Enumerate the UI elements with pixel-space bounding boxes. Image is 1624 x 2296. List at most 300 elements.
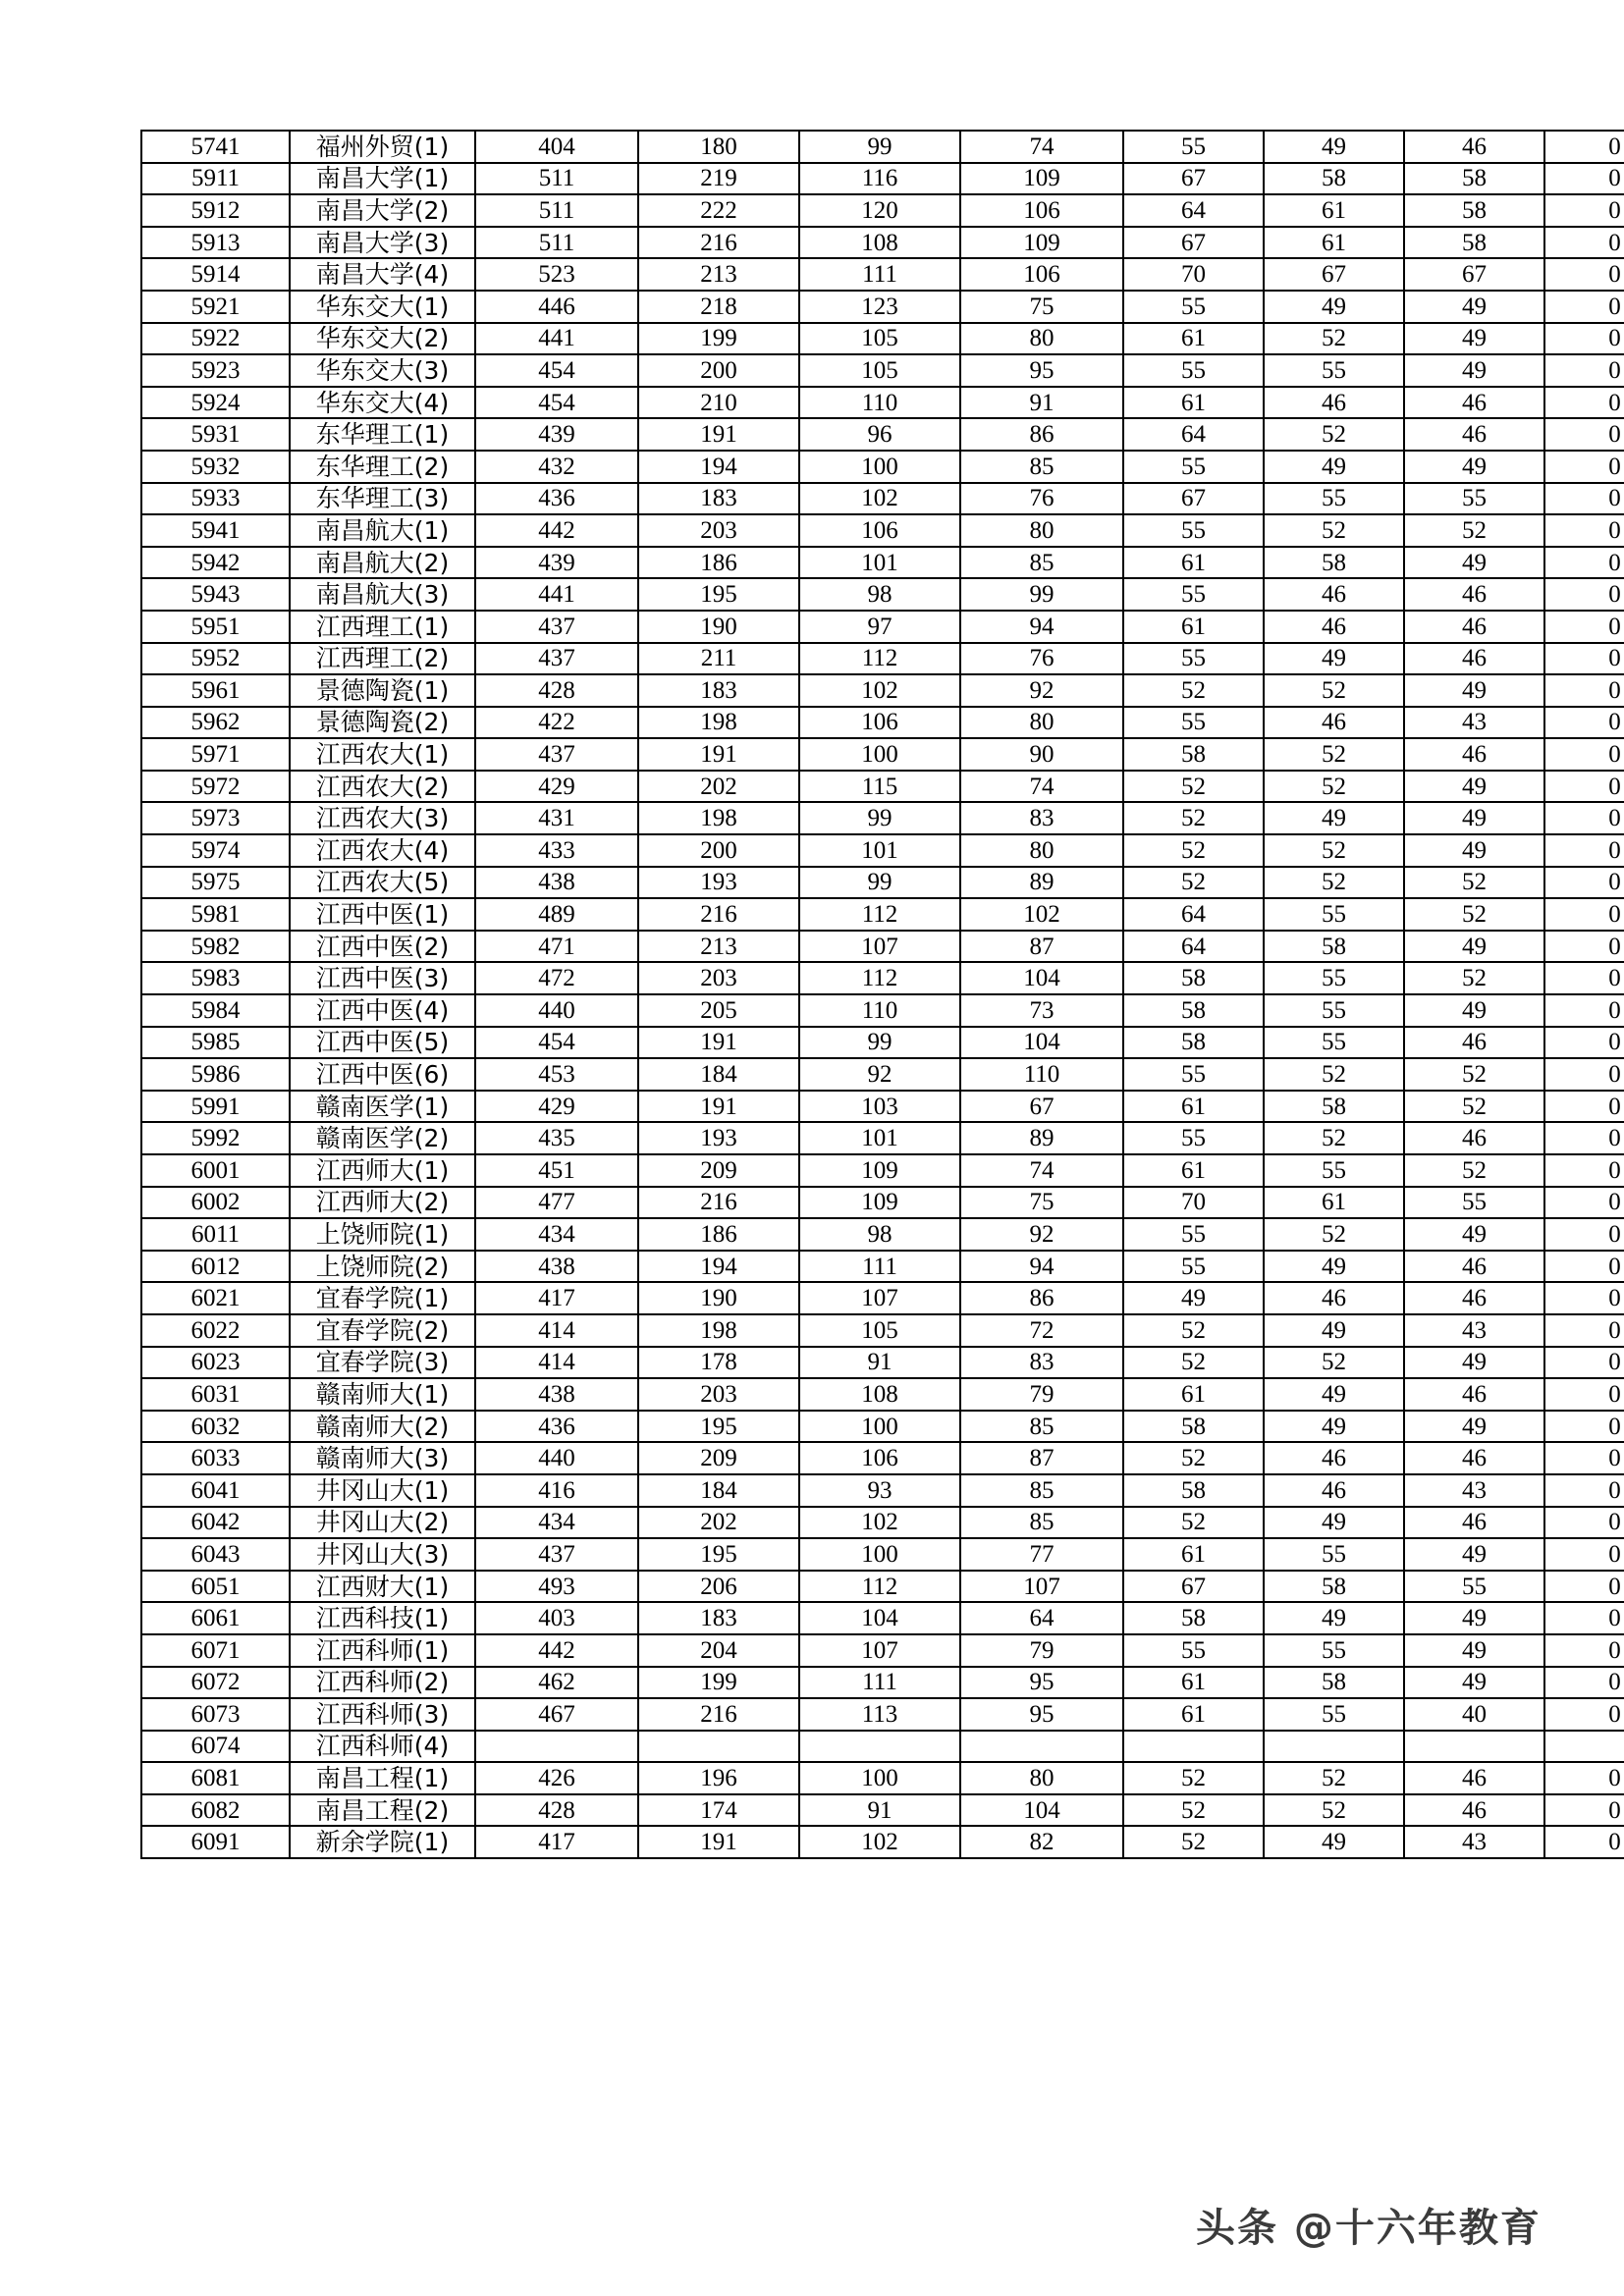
table-row	[141, 1091, 1624, 1123]
cell-v6: 46	[1404, 1507, 1544, 1539]
cell-total: 472	[475, 962, 638, 994]
cell-v1: 203	[638, 1378, 799, 1411]
cell-v4: 52	[1123, 867, 1264, 899]
cell-v2: 97	[799, 611, 960, 643]
cell-name: 江西科师(1)	[290, 1634, 475, 1667]
cell-total: 403	[475, 1602, 638, 1634]
cell-v1: 216	[638, 1187, 799, 1219]
cell-v6	[1404, 1731, 1544, 1763]
cell-v7: 0	[1544, 707, 1624, 739]
cell-v4: 61	[1123, 323, 1264, 355]
cell-v2: 106	[799, 514, 960, 547]
cell-v7: 0	[1544, 1187, 1624, 1219]
cell-v3: 74	[960, 131, 1123, 163]
cell-v4: 55	[1123, 451, 1264, 483]
table-row	[141, 1282, 1624, 1314]
cell-v1: 195	[638, 1538, 799, 1571]
table-row	[141, 1794, 1624, 1827]
cell-name: 江西农大(3)	[290, 802, 475, 834]
cell-v4: 58	[1123, 1411, 1264, 1443]
cell-v3: 109	[960, 227, 1123, 259]
table-row	[141, 1122, 1624, 1154]
cell-v3: 85	[960, 1411, 1123, 1443]
cell-code: 5943	[141, 578, 290, 611]
cell-v2: 112	[799, 898, 960, 931]
cell-v7: 0	[1544, 1762, 1624, 1794]
cell-code: 6042	[141, 1507, 290, 1539]
cell-v5: 55	[1264, 483, 1404, 515]
cell-total: 438	[475, 867, 638, 899]
table-row	[141, 707, 1624, 739]
table-row	[141, 1154, 1624, 1187]
cell-v6: 49	[1404, 802, 1544, 834]
cell-code: 6082	[141, 1794, 290, 1827]
cell-v5: 46	[1264, 387, 1404, 419]
cell-v3: 94	[960, 611, 1123, 643]
cell-v2: 108	[799, 1378, 960, 1411]
table-row	[141, 323, 1624, 355]
cell-v1: 199	[638, 323, 799, 355]
cell-v1: 205	[638, 994, 799, 1027]
cell-v3: 80	[960, 834, 1123, 867]
cell-total: 493	[475, 1571, 638, 1603]
cell-total: 426	[475, 1762, 638, 1794]
cell-name: 江西农大(4)	[290, 834, 475, 867]
cell-total: 437	[475, 643, 638, 675]
cell-v5: 52	[1264, 1762, 1404, 1794]
cell-v1: 186	[638, 547, 799, 579]
cell-total: 436	[475, 483, 638, 515]
cell-v2: 102	[799, 483, 960, 515]
cell-code: 6011	[141, 1218, 290, 1251]
cell-v5: 46	[1264, 707, 1404, 739]
cell-v7: 0	[1544, 1794, 1624, 1827]
cell-v6: 49	[1404, 1218, 1544, 1251]
cell-v1: 195	[638, 1411, 799, 1443]
cell-v2: 93	[799, 1474, 960, 1507]
cell-v2: 98	[799, 1218, 960, 1251]
cell-v5: 52	[1264, 738, 1404, 771]
cell-name: 景德陶瓷(2)	[290, 707, 475, 739]
cell-v6: 49	[1404, 323, 1544, 355]
cell-v5: 61	[1264, 194, 1404, 227]
cell-v7: 0	[1544, 547, 1624, 579]
cell-v1: 198	[638, 802, 799, 834]
cell-v1: 202	[638, 771, 799, 803]
cell-v3: 109	[960, 163, 1123, 195]
table-row	[141, 1634, 1624, 1667]
cell-v2: 91	[799, 1347, 960, 1379]
cell-total: 435	[475, 1122, 638, 1154]
cell-v6: 58	[1404, 227, 1544, 259]
cell-v7: 0	[1544, 802, 1624, 834]
cell-v5: 52	[1264, 771, 1404, 803]
cell-total: 511	[475, 163, 638, 195]
cell-code: 5931	[141, 418, 290, 451]
cell-v5: 52	[1264, 834, 1404, 867]
cell-v4: 55	[1123, 1218, 1264, 1251]
cell-total: 454	[475, 1027, 638, 1059]
cell-v6: 58	[1404, 163, 1544, 195]
cell-v7: 0	[1544, 514, 1624, 547]
cell-v4: 55	[1123, 1058, 1264, 1091]
cell-v1: 216	[638, 898, 799, 931]
cell-v5: 58	[1264, 931, 1404, 963]
cell-v1: 191	[638, 1091, 799, 1123]
cell-v4: 61	[1123, 1538, 1264, 1571]
cell-v2: 113	[799, 1698, 960, 1731]
cell-v6: 46	[1404, 1027, 1544, 1059]
table-row	[141, 1698, 1624, 1731]
cell-v6: 52	[1404, 898, 1544, 931]
cell-v7: 0	[1544, 291, 1624, 323]
cell-v6: 49	[1404, 547, 1544, 579]
cell-v6: 49	[1404, 1411, 1544, 1443]
cell-v7: 0	[1544, 643, 1624, 675]
cell-total: 441	[475, 578, 638, 611]
cell-code: 6022	[141, 1314, 290, 1347]
cell-name: 南昌航大(3)	[290, 578, 475, 611]
cell-code: 5942	[141, 547, 290, 579]
cell-v7: 0	[1544, 931, 1624, 963]
cell-v1: 222	[638, 194, 799, 227]
table-row	[141, 387, 1624, 419]
cell-name: 江西科师(4)	[290, 1731, 475, 1763]
cell-v7: 0	[1544, 1442, 1624, 1474]
cell-v2: 100	[799, 1411, 960, 1443]
table-row	[141, 1731, 1624, 1763]
cell-v7: 0	[1544, 867, 1624, 899]
cell-name: 赣南医学(2)	[290, 1122, 475, 1154]
cell-v2: 106	[799, 707, 960, 739]
cell-v5: 46	[1264, 578, 1404, 611]
cell-v4: 55	[1123, 1634, 1264, 1667]
cell-v7: 0	[1544, 1282, 1624, 1314]
table-row	[141, 643, 1624, 675]
table-row	[141, 1826, 1624, 1858]
cell-v7: 0	[1544, 1634, 1624, 1667]
cell-v6: 43	[1404, 1474, 1544, 1507]
cell-v4: 52	[1123, 834, 1264, 867]
cell-name: 江西农大(1)	[290, 738, 475, 771]
cell-name: 景德陶瓷(1)	[290, 674, 475, 707]
cell-code: 5984	[141, 994, 290, 1027]
cell-code: 5921	[141, 291, 290, 323]
cell-total: 454	[475, 354, 638, 387]
cell-name: 赣南师大(2)	[290, 1411, 475, 1443]
cell-v2: 107	[799, 1282, 960, 1314]
cell-code: 5932	[141, 451, 290, 483]
cell-v6: 49	[1404, 674, 1544, 707]
table-row	[141, 1411, 1624, 1443]
cell-v1: 194	[638, 1251, 799, 1283]
cell-v5: 58	[1264, 547, 1404, 579]
cell-v5: 55	[1264, 1027, 1404, 1059]
cell-name: 华东交大(3)	[290, 354, 475, 387]
cell-code: 5741	[141, 131, 290, 163]
cell-v5: 55	[1264, 354, 1404, 387]
cell-v7: 0	[1544, 962, 1624, 994]
cell-v2: 99	[799, 867, 960, 899]
cell-code: 6002	[141, 1187, 290, 1219]
cell-name: 南昌航大(2)	[290, 547, 475, 579]
cell-v2: 92	[799, 1058, 960, 1091]
cell-code: 5975	[141, 867, 290, 899]
cell-code: 5962	[141, 707, 290, 739]
cell-v1: 183	[638, 483, 799, 515]
cell-v2: 102	[799, 1826, 960, 1858]
cell-v2: 109	[799, 1154, 960, 1187]
table-row	[141, 514, 1624, 547]
cell-v2: 120	[799, 194, 960, 227]
cell-v1	[638, 1731, 799, 1763]
cell-name: 江西中医(1)	[290, 898, 475, 931]
cell-v6: 52	[1404, 867, 1544, 899]
cell-v1: 180	[638, 131, 799, 163]
cell-v3: 83	[960, 802, 1123, 834]
cell-total: 489	[475, 898, 638, 931]
cell-name: 宜春学院(2)	[290, 1314, 475, 1347]
cell-v3: 85	[960, 451, 1123, 483]
cell-v3: 80	[960, 707, 1123, 739]
cell-v1: 190	[638, 1282, 799, 1314]
cell-v3: 104	[960, 962, 1123, 994]
table-row	[141, 258, 1624, 291]
cell-v1: 184	[638, 1058, 799, 1091]
cell-v6: 43	[1404, 1826, 1544, 1858]
cell-code: 5971	[141, 738, 290, 771]
cell-v1: 216	[638, 1698, 799, 1731]
cell-v7: 0	[1544, 1314, 1624, 1347]
cell-v6: 49	[1404, 1538, 1544, 1571]
cell-v7: 0	[1544, 898, 1624, 931]
cell-v5: 49	[1264, 643, 1404, 675]
cell-v2: 111	[799, 258, 960, 291]
cell-v6: 46	[1404, 611, 1544, 643]
cell-name: 江西理工(1)	[290, 611, 475, 643]
cell-v4: 67	[1123, 227, 1264, 259]
cell-v3: 87	[960, 1442, 1123, 1474]
cell-v6: 52	[1404, 962, 1544, 994]
cell-code: 5992	[141, 1122, 290, 1154]
cell-v2: 96	[799, 418, 960, 451]
table-row	[141, 1507, 1624, 1539]
cell-code: 5961	[141, 674, 290, 707]
cell-name: 江西中医(6)	[290, 1058, 475, 1091]
cell-v4: 52	[1123, 1826, 1264, 1858]
cell-v6: 46	[1404, 131, 1544, 163]
cell-v7: 0	[1544, 1826, 1624, 1858]
cell-v3: 82	[960, 1826, 1123, 1858]
cell-v5: 58	[1264, 1667, 1404, 1699]
table-row	[141, 227, 1624, 259]
cell-code: 6091	[141, 1826, 290, 1858]
cell-v7: 0	[1544, 1698, 1624, 1731]
cell-v2: 103	[799, 1091, 960, 1123]
table-row	[141, 674, 1624, 707]
cell-v3: 74	[960, 771, 1123, 803]
cell-v2: 106	[799, 1442, 960, 1474]
cell-total: 428	[475, 674, 638, 707]
cell-v5: 49	[1264, 131, 1404, 163]
cell-v2: 100	[799, 738, 960, 771]
cell-total: 429	[475, 1091, 638, 1123]
cell-v4: 58	[1123, 994, 1264, 1027]
cell-v1: 206	[638, 1571, 799, 1603]
cell-v6: 49	[1404, 931, 1544, 963]
cell-name: 江西师大(2)	[290, 1187, 475, 1219]
cell-total: 454	[475, 387, 638, 419]
cell-v5: 58	[1264, 1571, 1404, 1603]
cell-name: 宜春学院(1)	[290, 1282, 475, 1314]
cell-v3: 85	[960, 1507, 1123, 1539]
table-row	[141, 418, 1624, 451]
cell-name: 赣南医学(1)	[290, 1091, 475, 1123]
cell-v7: 0	[1544, 738, 1624, 771]
cell-v7: 0	[1544, 1091, 1624, 1123]
cell-name: 江西师大(1)	[290, 1154, 475, 1187]
cell-total: 432	[475, 451, 638, 483]
table-row	[141, 194, 1624, 227]
cell-v4: 67	[1123, 1571, 1264, 1603]
cell-total: 442	[475, 514, 638, 547]
cell-v1: 219	[638, 163, 799, 195]
cell-v5: 55	[1264, 962, 1404, 994]
cell-total: 416	[475, 1474, 638, 1507]
cell-v4: 55	[1123, 707, 1264, 739]
cell-v5: 55	[1264, 1698, 1404, 1731]
table-row	[141, 1218, 1624, 1251]
table-row	[141, 291, 1624, 323]
score-table	[140, 130, 1624, 1859]
cell-v5: 55	[1264, 898, 1404, 931]
cell-v5: 49	[1264, 1826, 1404, 1858]
cell-total: 434	[475, 1218, 638, 1251]
cell-v4: 55	[1123, 1251, 1264, 1283]
cell-v3	[960, 1731, 1123, 1763]
cell-v3: 79	[960, 1634, 1123, 1667]
cell-v3: 102	[960, 898, 1123, 931]
cell-v4: 52	[1123, 1794, 1264, 1827]
cell-v6: 46	[1404, 578, 1544, 611]
table-row	[141, 931, 1624, 963]
cell-code: 5911	[141, 163, 290, 195]
cell-code: 5986	[141, 1058, 290, 1091]
score-table-body	[141, 131, 1624, 1858]
cell-total: 511	[475, 227, 638, 259]
cell-v4: 55	[1123, 354, 1264, 387]
cell-name: 华东交大(2)	[290, 323, 475, 355]
cell-v2: 105	[799, 1314, 960, 1347]
cell-name: 井冈山大(1)	[290, 1474, 475, 1507]
cell-v4: 67	[1123, 483, 1264, 515]
cell-v2: 116	[799, 163, 960, 195]
cell-v2: 101	[799, 834, 960, 867]
cell-v6: 46	[1404, 643, 1544, 675]
cell-v5: 52	[1264, 1122, 1404, 1154]
cell-code: 5924	[141, 387, 290, 419]
cell-v4	[1123, 1731, 1264, 1763]
cell-name: 南昌大学(4)	[290, 258, 475, 291]
table-row	[141, 994, 1624, 1027]
cell-v5: 49	[1264, 1411, 1404, 1443]
cell-code: 6051	[141, 1571, 290, 1603]
cell-v4: 52	[1123, 1347, 1264, 1379]
cell-name: 新余学院(1)	[290, 1826, 475, 1858]
cell-v7: 0	[1544, 1474, 1624, 1507]
cell-name: 江西农大(5)	[290, 867, 475, 899]
table-row	[141, 1762, 1624, 1794]
cell-v1: 191	[638, 418, 799, 451]
cell-v1: 186	[638, 1218, 799, 1251]
cell-v4: 52	[1123, 802, 1264, 834]
cell-total: 437	[475, 738, 638, 771]
cell-name: 华东交大(1)	[290, 291, 475, 323]
cell-v1: 178	[638, 1347, 799, 1379]
cell-v4: 64	[1123, 931, 1264, 963]
table-row	[141, 547, 1624, 579]
cell-v1: 183	[638, 1602, 799, 1634]
cell-v2: 109	[799, 1187, 960, 1219]
cell-v3: 74	[960, 1154, 1123, 1187]
cell-v4: 61	[1123, 547, 1264, 579]
cell-v1: 202	[638, 1507, 799, 1539]
cell-total: 437	[475, 1538, 638, 1571]
cell-v1: 190	[638, 611, 799, 643]
cell-name: 井冈山大(3)	[290, 1538, 475, 1571]
cell-v3: 89	[960, 867, 1123, 899]
cell-v3: 85	[960, 547, 1123, 579]
cell-v5: 46	[1264, 1282, 1404, 1314]
cell-v6: 46	[1404, 1282, 1544, 1314]
cell-v6: 46	[1404, 1378, 1544, 1411]
cell-v7: 0	[1544, 1027, 1624, 1059]
cell-v1: 193	[638, 867, 799, 899]
cell-v5: 49	[1264, 1314, 1404, 1347]
cell-v5: 61	[1264, 1187, 1404, 1219]
cell-total: 429	[475, 771, 638, 803]
cell-code: 5983	[141, 962, 290, 994]
cell-name: 江西科技(1)	[290, 1602, 475, 1634]
cell-v5: 58	[1264, 163, 1404, 195]
cell-name: 赣南师大(1)	[290, 1378, 475, 1411]
cell-v5: 46	[1264, 1474, 1404, 1507]
cell-v3: 72	[960, 1314, 1123, 1347]
cell-code: 5972	[141, 771, 290, 803]
cell-v4: 49	[1123, 1282, 1264, 1314]
cell-code: 6072	[141, 1667, 290, 1699]
cell-v5: 61	[1264, 227, 1404, 259]
cell-code: 5974	[141, 834, 290, 867]
cell-v7: 0	[1544, 1411, 1624, 1443]
cell-code: 5922	[141, 323, 290, 355]
cell-name: 井冈山大(2)	[290, 1507, 475, 1539]
cell-v5: 46	[1264, 1442, 1404, 1474]
cell-v6: 52	[1404, 514, 1544, 547]
cell-total: 434	[475, 1507, 638, 1539]
cell-v7: 0	[1544, 1667, 1624, 1699]
cell-total: 437	[475, 611, 638, 643]
cell-v2: 108	[799, 227, 960, 259]
cell-v3: 90	[960, 738, 1123, 771]
table-row	[141, 1442, 1624, 1474]
cell-v1: 196	[638, 1762, 799, 1794]
cell-v6: 67	[1404, 258, 1544, 291]
cell-v7: 0	[1544, 483, 1624, 515]
cell-name: 江西科师(3)	[290, 1698, 475, 1731]
cell-v7: 0	[1544, 1154, 1624, 1187]
cell-v2: 100	[799, 1762, 960, 1794]
